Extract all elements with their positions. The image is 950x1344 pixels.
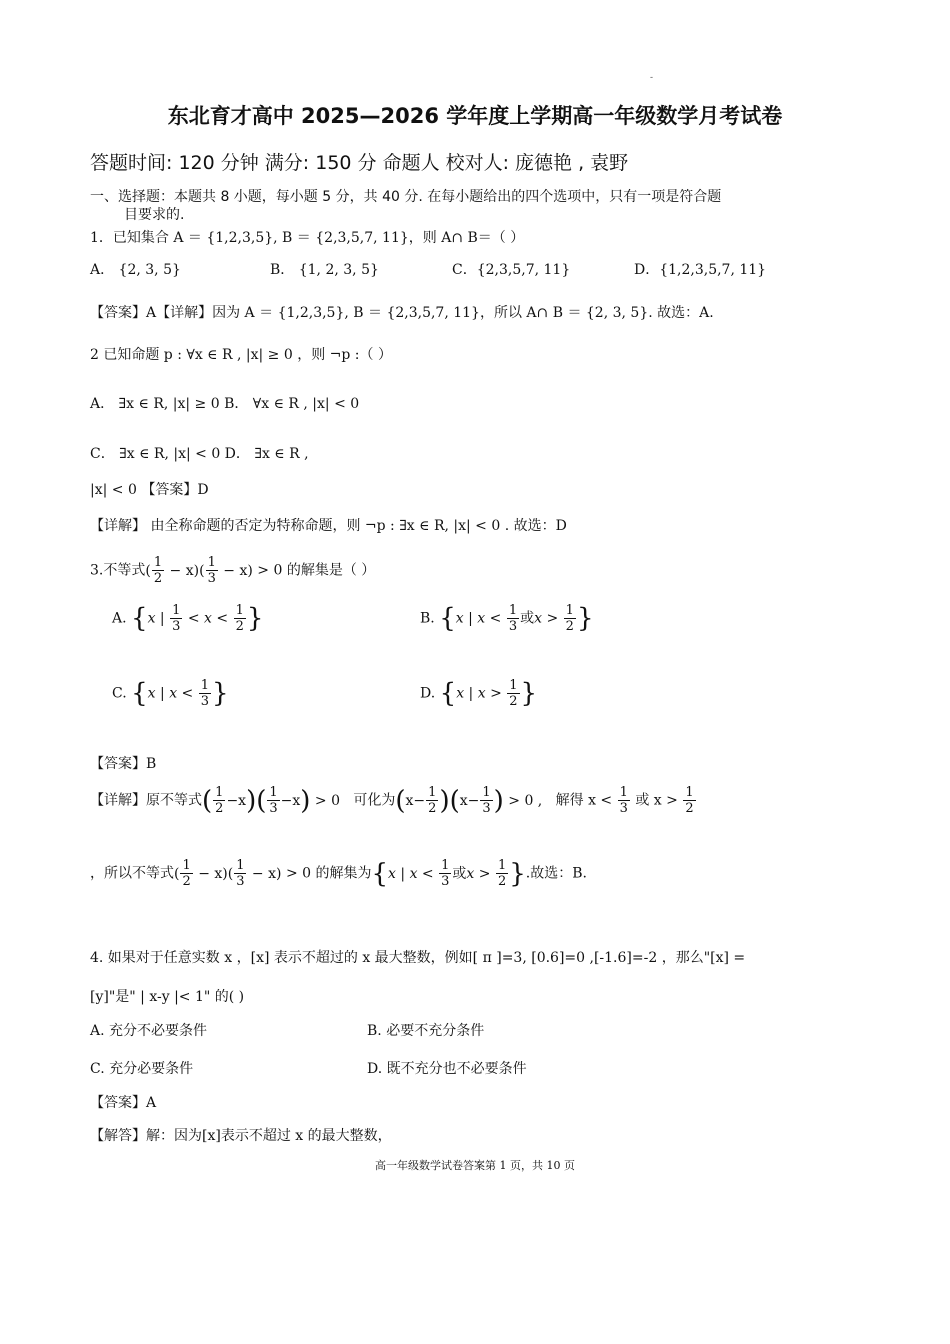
q3-option-b-label: B. <box>420 610 435 627</box>
q3-line2-mid: > 0 的解集为 <box>285 865 372 882</box>
q3-detail-transformed: (x− $\frac{1}{2}$ )(x− $\frac{1}{3}$ ) > 0 , <box>395 785 543 816</box>
q3-line2-inequality: ( $\frac{1}{2}$ − x)( $\frac{1}{3}$ − x) <box>174 858 282 889</box>
q3-option-b-or: 或 <box>520 610 535 627</box>
q3-detail-mid: 可化为 <box>353 792 396 809</box>
section-heading-line1: 一、选择题：本题共 8 小题，每小题 5 分，共 40 分. 在每小题给出的四个选项中，只有一项是符合题 <box>90 189 722 205</box>
q3-detail-line2 <box>90 858 587 889</box>
q3-line2-prefix: ，所以不等式 <box>90 865 174 882</box>
q3-answer: 【答案】B <box>90 756 157 772</box>
q3-detail-solve: 解得 x < <box>555 792 613 809</box>
q3-option-b: B. {x | x < $\frac{1}{3}$ 或x > $\frac{1}{2}$ } <box>420 603 594 634</box>
q1-option-a: A． {2, 3, 5} <box>90 262 181 278</box>
q4-option-a: A. 充分不必要条件 <box>90 1023 208 1039</box>
q2-stem: 2 已知命题 p : ∀x ∈ R , |x| ≥ 0 ，则 ¬p :（ ） <box>90 347 392 363</box>
q3-detail-prefix: 【详解】原不等式 <box>90 792 202 809</box>
q3-line2-suffix: .故选：B. <box>525 865 587 882</box>
q3-option-d: D. {x | x > $\frac{1}{2}$ } <box>420 678 538 709</box>
q3-option-c-label: C. <box>112 685 127 702</box>
q3-detail-line1: 【详解】原不等式( $\frac{1}{2}$ −x)( $\frac{1}{3}$ −x) > 0 可化为(x− $\frac{1}{2}$ )(x− $\frac{1}{3}$ ) > 0 , 解得 x < $\frac{1}{3}$ 或 x > $\frac{1}{2}$ <box>90 785 694 816</box>
q3-stem <box>90 555 375 586</box>
q3-detail-inequality: ( $\frac{1}{2}$ −x)( $\frac{1}{3}$ −x) > 0 <box>202 785 340 816</box>
q4-stem-line2: [y]"是" | x-y |< 1" 的( ) <box>90 989 245 1005</box>
q1-answer: 【答案】A【详解】因为 A ＝ {1,2,3,5}, B ＝ {2,3,5,7, 11}，所以 A∩ B ＝ {2, 3, 5}. 故选：A. <box>90 305 714 321</box>
q3-stem-suffix: > 0 的解集是（ ） <box>257 562 376 579</box>
q2-answer: |x| < 0 【答案】D <box>90 482 209 498</box>
q2-options-cd: C． ∃x ∈ R, |x| < 0 D． ∃x ∈ R , <box>90 446 309 462</box>
q4-answer: 【答案】A <box>90 1095 157 1111</box>
q3-inequality: ( $\frac{1}{2}$ − x)( $\frac{1}{3}$ − x) <box>145 555 253 586</box>
q3-option-c: C. {x | x < $\frac{1}{3}$ } <box>112 678 229 709</box>
q3-option-d-label: D. <box>420 685 436 702</box>
page-title: 东北育才高中 2025—2026 学年度上学期高一年级数学月考试卷 <box>167 104 783 128</box>
section-heading-line2: 目要求的. <box>124 207 185 223</box>
exam-info: 答题时间: 120 分钟 满分: 150 分 命题人 校对人: 庞德艳 , 袁野 <box>90 152 629 174</box>
q1-option-d: D．{1,2,3,5,7, 11} <box>634 262 767 278</box>
q4-solution: 【解答】解：因为[x]表示不超过 x 的最大整数， <box>90 1128 392 1144</box>
q4-option-b: B. 必要不充分条件 <box>367 1023 485 1039</box>
q4-stem-line1: 4. 如果对于任意实数 x ，[x] 表示不超过的 x 最大整数，例如[ π ]=3, [0.6]=0 ,[-1.6]=-2 ，那么"[x] = <box>90 950 746 966</box>
q3-line2-set: {x | x < $\frac{1}{3}$ 或x > $\frac{1}{2}$ } <box>371 858 526 889</box>
page-footer: 高一年级数学试卷答案第 1 页，共 10 页 <box>375 1159 575 1172</box>
q4-option-c: C. 充分必要条件 <box>90 1061 194 1077</box>
q3-detail-or: 或 x > <box>635 792 678 809</box>
q1-option-b: B． {1, 2, 3, 5} <box>270 262 379 278</box>
q1-option-c: C．{2,3,5,7, 11} <box>452 262 571 278</box>
q3-option-a: A. {x | $\frac{1}{3}$ < x < $\frac{1}{2}$ } <box>112 603 264 634</box>
q3-line2-or: 或 <box>452 865 467 882</box>
q4-option-d: D. 既不充分也不必要条件 <box>367 1061 527 1077</box>
q2-options-ab: A． ∃x ∈ R, |x| ≥ 0 B． ∀x ∈ R , |x| < 0 <box>90 396 360 412</box>
q3-option-a-label: A. <box>112 610 127 627</box>
q1-stem: 1．已知集合 A ＝ {1,2,3,5}, B ＝ {2,3,5,7, 11}，则 A∩ B＝（ ） <box>90 230 525 246</box>
q3-stem-prefix: 3.不等式 <box>90 562 146 579</box>
q2-detail: 【详解】 由全称命题的否定为特称命题，则 ¬p : ∃x ∈ R, |x| < 0 . 故选：D <box>90 518 567 534</box>
header-mark: - <box>650 73 654 83</box>
